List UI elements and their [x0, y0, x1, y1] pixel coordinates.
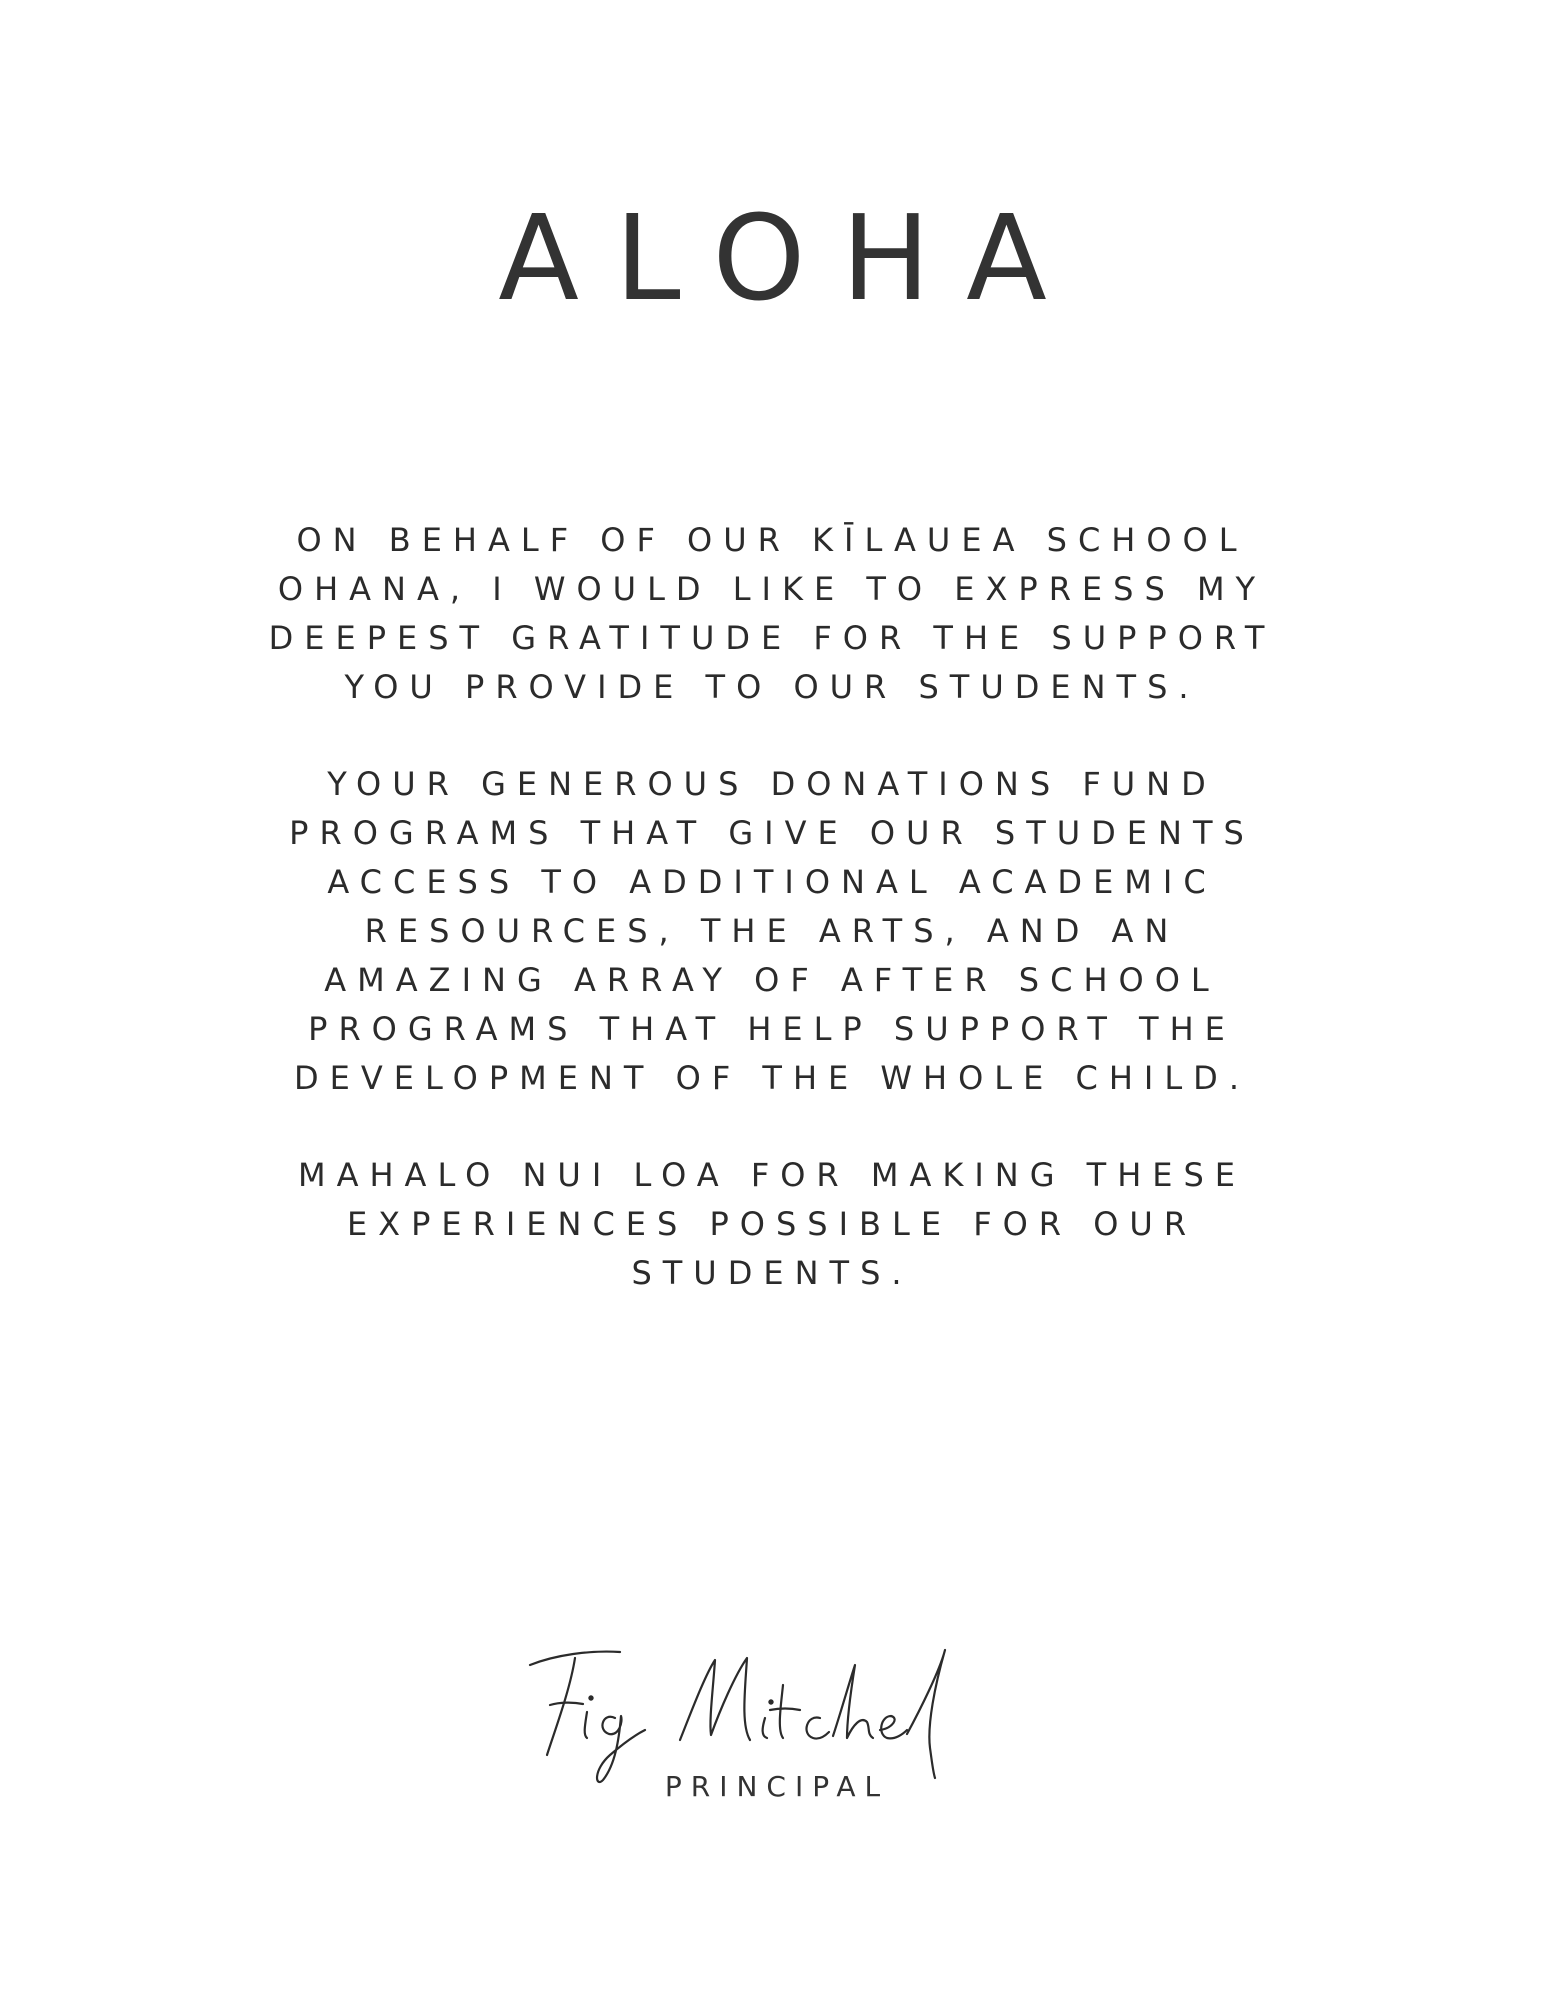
signature	[515, 1630, 1015, 1790]
paragraph-line: OHANA, I WOULD LIKE TO EXPRESS MY	[277, 570, 1267, 608]
paragraph-line: YOU PROVIDE TO OUR STUDENTS.	[344, 668, 1200, 706]
paragraph-line: STUDENTS.	[631, 1254, 913, 1292]
paragraph-line: ACCESS TO ADDITIONAL ACADEMIC	[327, 863, 1217, 901]
paragraph-line: PROGRAMS THAT GIVE OUR STUDENTS	[289, 814, 1255, 852]
paragraph-line: EXPERIENCES POSSIBLE FOR OUR	[346, 1205, 1198, 1243]
page-title: ALOHA	[498, 189, 1083, 327]
paragraph-line: YOUR GENEROUS DONATIONS FUND	[327, 765, 1217, 803]
paragraph-line: RESOURCES, THE ARTS, AND AN	[364, 912, 1180, 950]
paragraph-gratitude	[222, 516, 1322, 712]
paragraph-line: PROGRAMS THAT HELP SUPPORT THE	[308, 1010, 1236, 1048]
signatory-title: PRINCIPAL	[664, 1770, 890, 1803]
paragraph-line: AMAZING ARRAY OF AFTER SCHOOL	[324, 961, 1220, 999]
paragraph-line: DEEPEST GRATITUDE FOR THE SUPPORT	[268, 619, 1276, 657]
paragraph-line: MAHALO NUI LOA FOR MAKING THESE	[297, 1156, 1247, 1194]
letter-body	[222, 516, 1322, 1346]
paragraph-line: ON BEHALF OF OUR KĪLAUEA SCHOOL	[296, 521, 1248, 559]
paragraph-donations	[222, 760, 1322, 1103]
paragraph-line: DEVELOPMENT OF THE WHOLE CHILD.	[294, 1059, 1250, 1097]
paragraph-mahalo	[222, 1151, 1322, 1298]
